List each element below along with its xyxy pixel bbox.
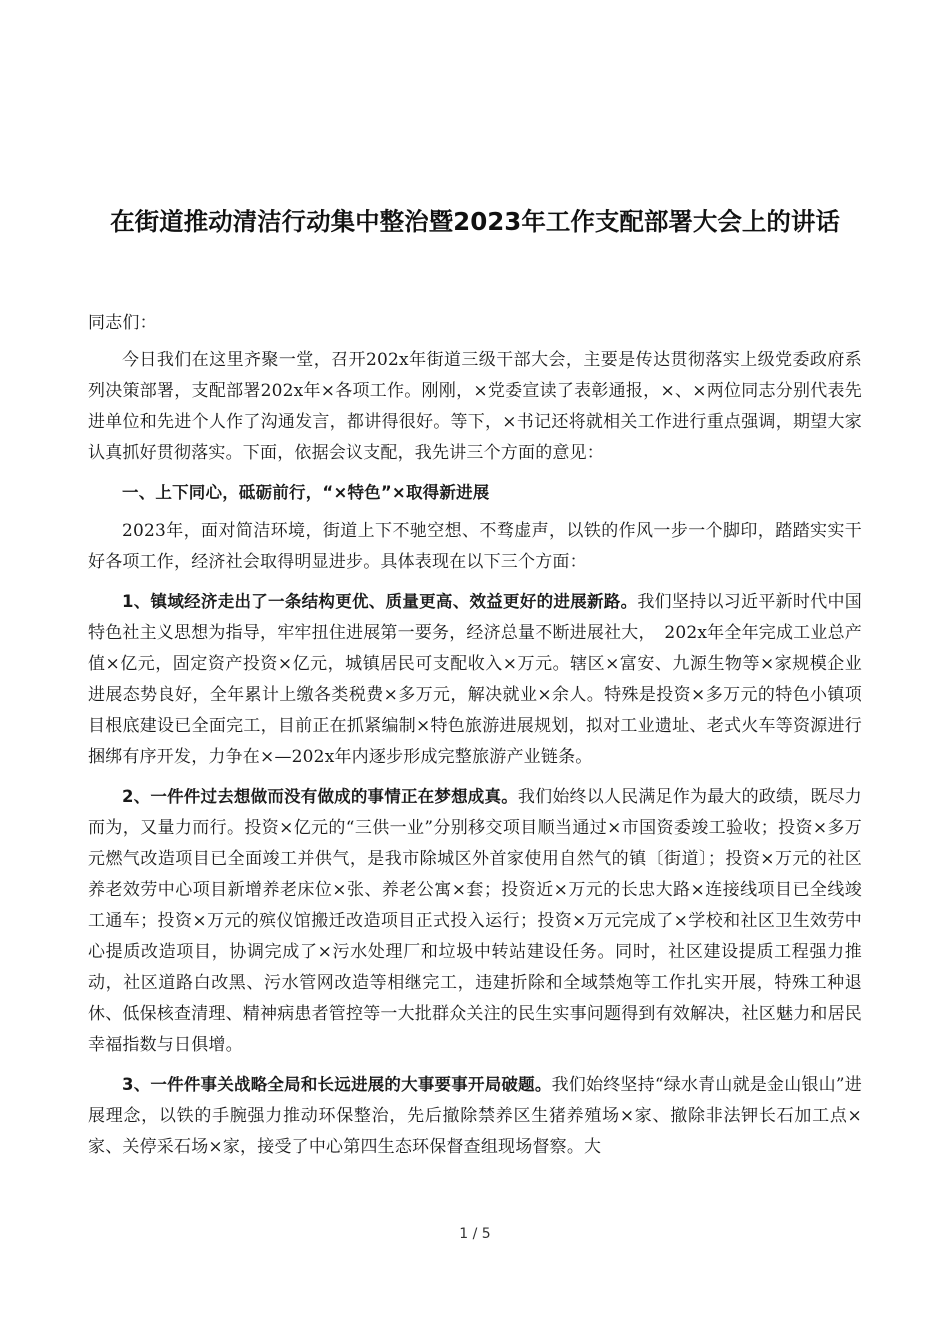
- item-lead-3: 3、一件件事关战略全局和长远进展的大事要事开局破题。: [122, 1075, 552, 1094]
- document-body: [88, 308, 862, 1163]
- item-paragraph-2: [88, 781, 862, 1061]
- item-paragraph-3: [88, 1069, 862, 1163]
- item-body-3: 我们始终坚持“绿水青山就是金山银山”进展理念，以铁的手腕强力推动环保整治，先后撤除禁养区生猪养殖场×家、撤除非法钾长石加工点×家、关停采石场×家，接受了中心第四生态环保督查组现场督察。大: [88, 1075, 862, 1157]
- document-title: 在街道推动清洁行动集中整治暨2023年工作支配部署大会上的讲话: [110, 207, 840, 236]
- item-body-2: 我们始终以人民满足作为最大的政绩，既尽力而为，又量力而行。投资×亿元的“三供一业”分别移交项目顺当通过×市国资委竣工验收；投资×多万元燃气改造项目已全面竣工并供气，是我市除城区外首家使用自然气的镇〔街道〕；投资×万元的社区养老效劳中心项目新增养老床位×张、养老公寓×套；投资近×万元的长忠大路×连接线项目已全线竣工通车；投资×万元的殡仪馆搬迁改造项目正式投入运行；投资×万元完成了×学校和社区卫生效劳中心提质改造项目，协调完成了×污水处理厂和垃圾中转站建设任务。同时，社区建设提质工程强力推动，社区道路白改黑、污水管网改造等相继完工，违建折除和全域禁炮等工作扎实开展，特殊工种退休、低保核查清理、精神病患者管控等一大批群众关注的民生实事问题得到有效解决，社区魅力和居民幸福指数与日俱增。: [88, 787, 863, 1055]
- item-lead-1: 1、镇域经济走出了一条结构更优、质量更高、效益更好的进展新路。: [122, 592, 638, 611]
- intro-paragraph: 今日我们在这里齐聚一堂，召开202x年街道三级干部大会，主要是传达贯彻落实上级党委政府系列决策部署，支配部署202x年×各项工作。刚刚，×党委宣读了表彰通报，×、×两位同志分别代表先进单位和先进个人作了沟通发言，都讲得很好。等下，×书记还将就相关工作进行重点强调，期望大家认真抓好贯彻落实。下面，依据会议支配，我先讲三个方面的意见：: [88, 350, 862, 463]
- salutation: 同志们：: [88, 313, 157, 333]
- section-heading-1: 一、上下同心，砥砺前行，“×特色”×取得新进展: [122, 483, 490, 502]
- page-number: 1 / 5: [459, 1226, 491, 1242]
- section-intro-paragraph: 2023年，面对简洁环境，街道上下不驰空想、不骛虚声，以铁的作风一步一个脚印，踏踏实实干好各项工作，经济社会取得明显进步。具体表现在以下三个方面：: [88, 521, 862, 572]
- item-paragraph-1: [88, 586, 862, 773]
- item-lead-2: 2、一件件过去想做而没有做成的事情正在梦想成真。: [122, 787, 518, 806]
- item-body-1: 我们坚持以习近平新时代中国特色社主义思想为指导，牢牢扭住进展第一要务，经济总量不断进展社大， 202x年全年完成工业总产值×亿元，固定资产投资×亿元，城镇居民可支配收入×万元。辖区×富安、九源生物等×家规模企业进展态势良好，全年累计上缴各类税费×多万元，解决就业×余人。特殊是投资×多万元的特色小镇项目根底建设已全面完工，目前正在抓紧编制×特色旅游进展规划，拟对工业遗址、老式火车等资源进行捆绑有序开发，力争在×—202x年内逐步形成完整旅游产业链条。: [88, 592, 862, 767]
